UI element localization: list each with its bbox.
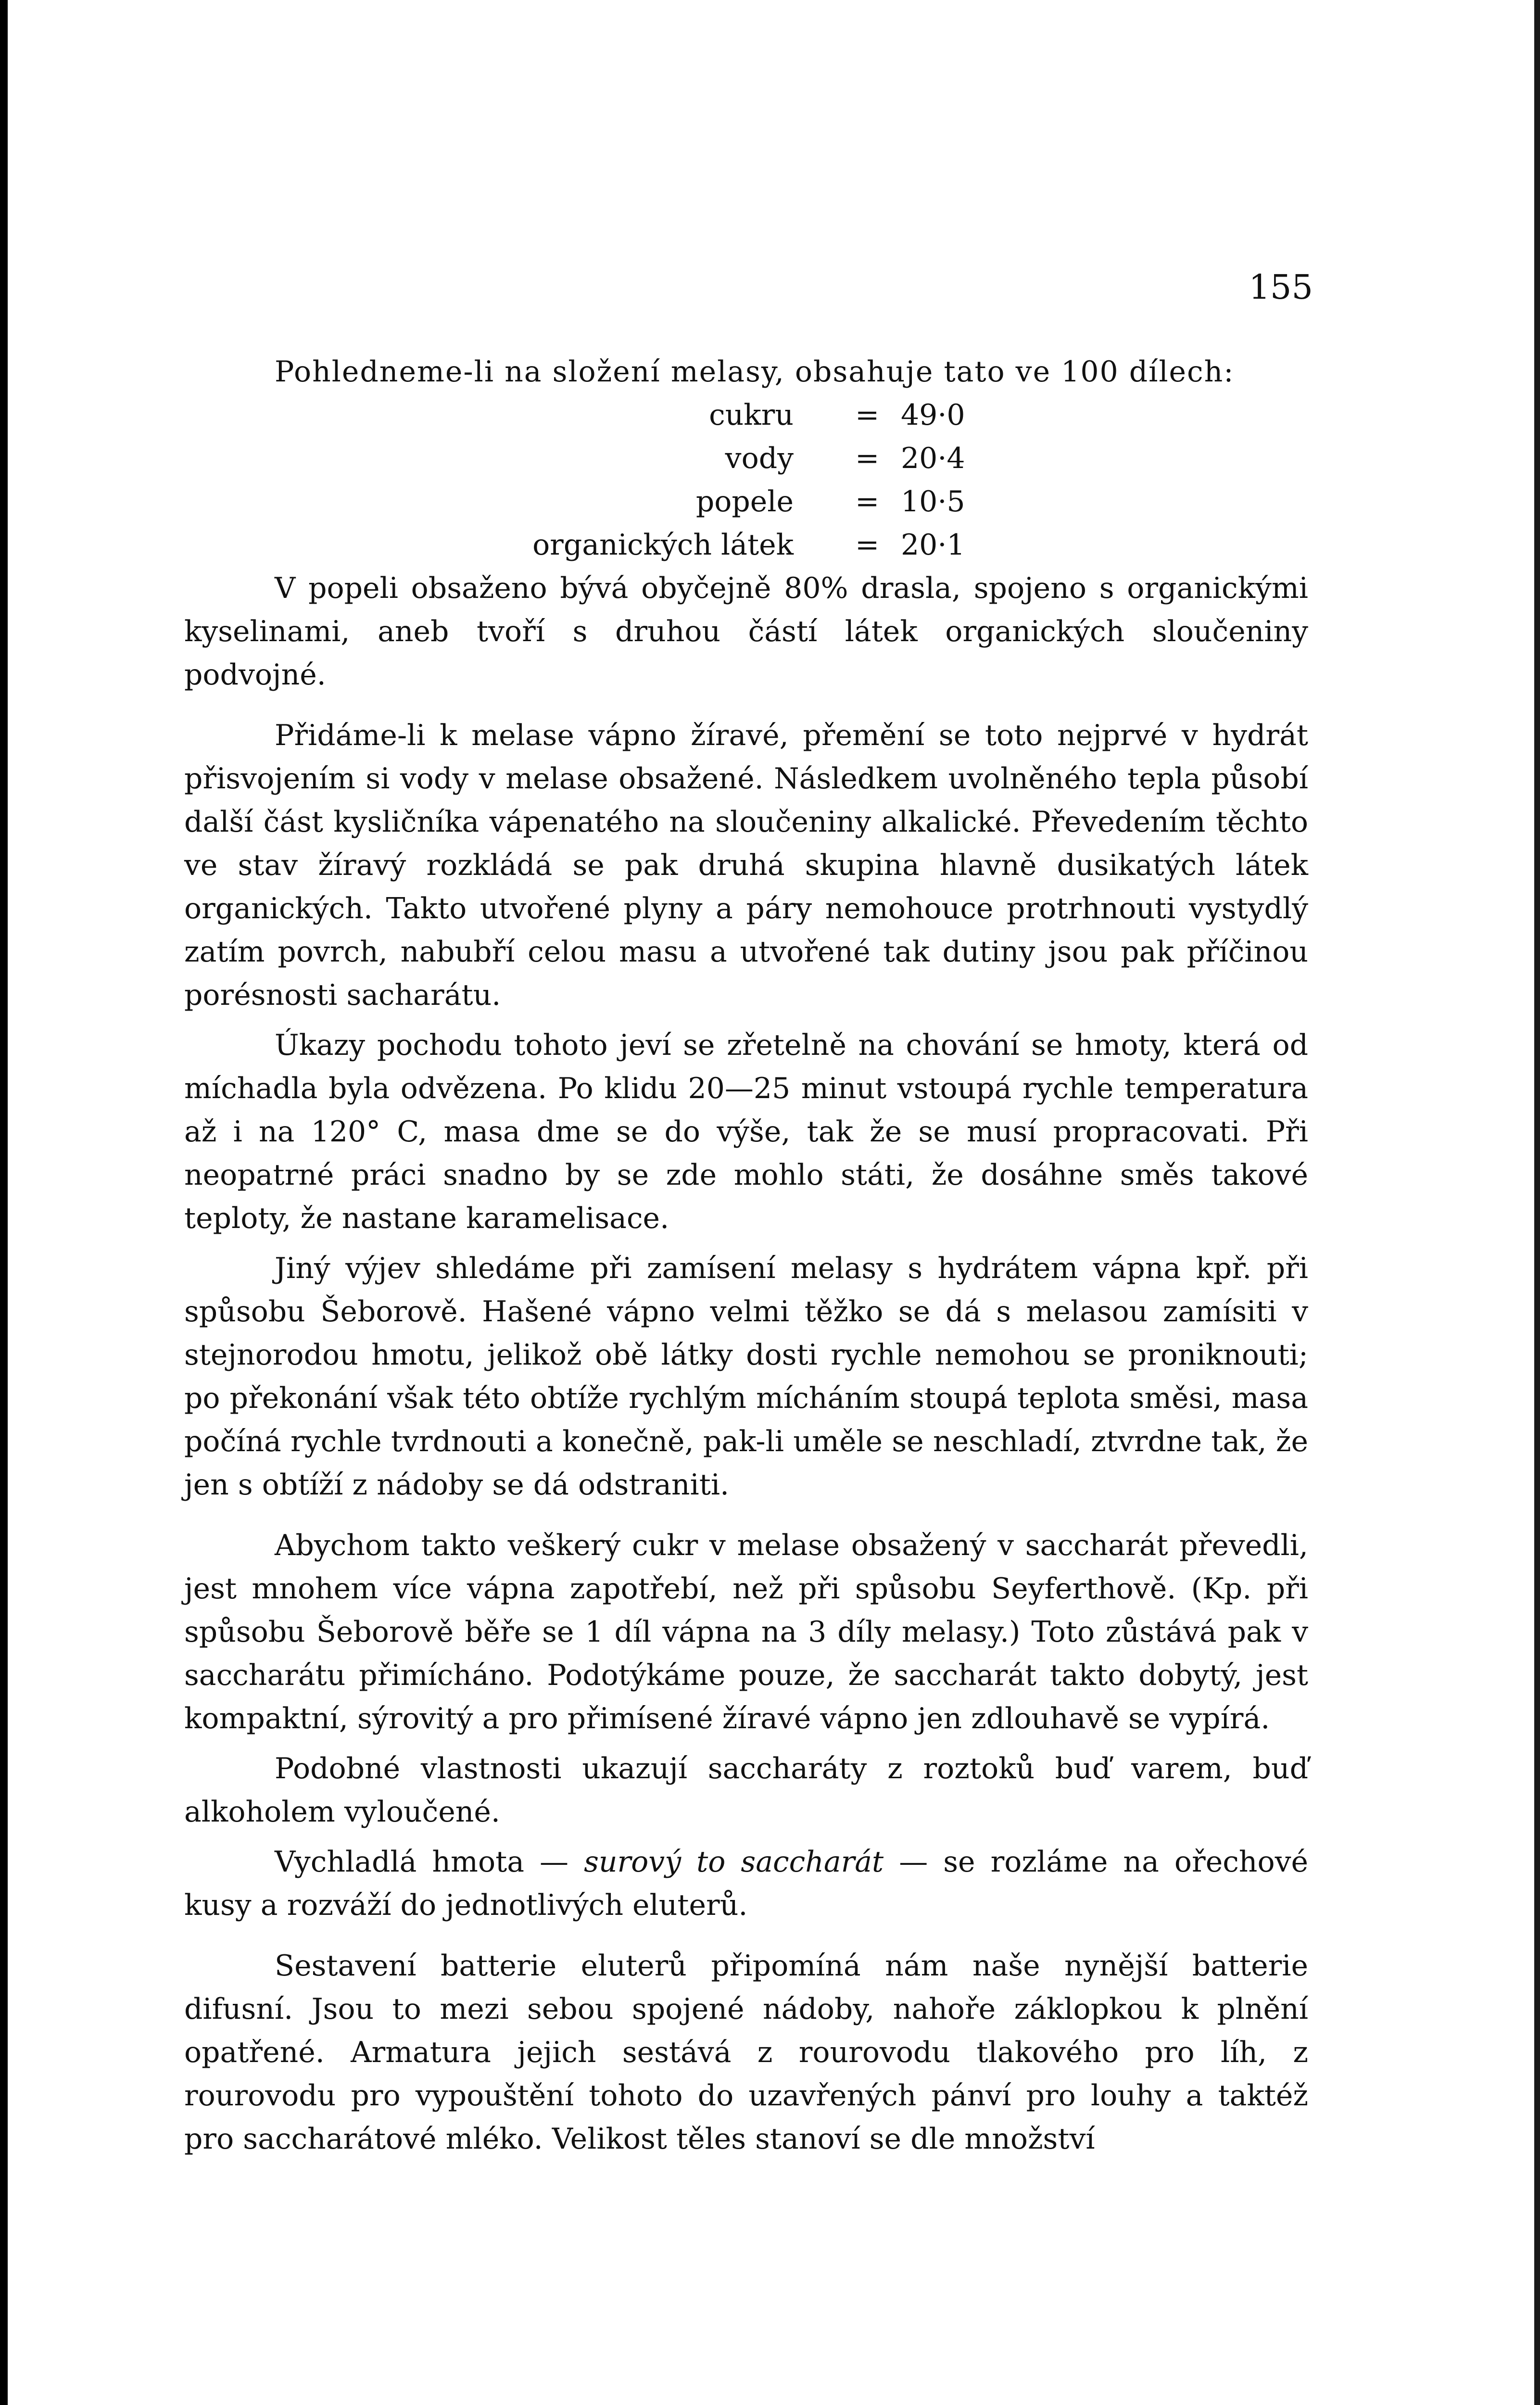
composition-row — [184, 523, 1308, 567]
composition-value: 20·1 — [901, 528, 965, 562]
composition-row — [184, 480, 1308, 523]
paragraph-lime-addition: Přidáme-li k melase vápno žíravé, přemění se toto nejprvé v hydrát přisvojením si vody v melase obsažené. Následkem uvolněného tepla působí další část kysličníka vápenatého na sloučeniny alkalické. Převedením těchto ve stav žíravý rozkládá se pak druhá skupina hlavně dusikatých látek organických. Takto utvořené plyny a páry nemohouce protrhnouti vystydlý zatím povrch, nabubří celou masu a utvořené tak dutiny jsou pak příčinou porésnosti sacharátu. — [184, 719, 1308, 1012]
composition-value: 10·5 — [901, 485, 965, 519]
composition-equals: = — [855, 442, 880, 475]
composition-equals: = — [855, 398, 880, 432]
composition-row — [184, 393, 1308, 437]
paragraph-cooled-mass — [184, 1840, 1308, 1927]
scan-right-border — [1534, 0, 1540, 2405]
composition-row — [184, 437, 1308, 480]
cooled-mass-text-start: Vychladlá hmota — — [275, 1845, 584, 1879]
composition-label: cukru — [709, 398, 794, 432]
text-column — [184, 350, 1308, 2161]
paragraph-lime-quantity: Abychom takto veškerý cukr v melase obsažený v saccharát převedli, jest mnohem více vápna zapotřebí, než při spůsobu Seyferthově. (Kp. při spůsobu Šeborově běře se 1 díl vápna na 3 díly melasy.) Toto zůstává pak v saccharátu přimícháno. Podotýkáme pouze, že saccharát takto dobytý, jest kompaktní, sýrovitý a pro přimísené žíravé vápno jen zdlouhavě se vypírá. — [184, 1529, 1308, 1735]
paragraph-seborov-method: Jiný výjev shledáme při zamísení melasy s hydrátem vápna kpř. při spůsobu Šeborově. Hašené vápno velmi těžko se dá s melasou zamísiti v stejnorodou hmotu, jelikož obě látky dosti rychle nemohou se proniknouti; po překonání však této obtíže rychlým mícháním stoupá teplota směsi, masa počíná rychle tvrdnouti a konečně, pak-li uměle se neschladí, ztvrdne tak, že jen s obtíží z nádoby se dá odstraniti. — [184, 1252, 1308, 1502]
composition-value: 49·0 — [901, 398, 965, 432]
composition-table — [184, 393, 1308, 567]
composition-equals: = — [855, 528, 880, 562]
paragraph-ash: V popeli obsaženo bývá obyčejně 80% drasla, spojeno s organickými kyselinami, aneb tvoří s druhou částí látek organických sloučeniny podvojné. — [184, 571, 1308, 692]
paragraph-similar-properties: Podobné vlastnosti ukazují saccharáty z roztoků buď varem, buď alkoholem vyloučené. — [184, 1752, 1308, 1829]
raw-saccharate-term: surový to saccharát — [584, 1845, 884, 1879]
scan-left-border — [0, 0, 8, 2405]
composition-label: popele — [695, 485, 794, 519]
page-number: 155 — [1249, 267, 1313, 307]
intro-paragraph: Pohledneme-li na složení melasy, obsahuje tato ve 100 dílech: — [275, 355, 1235, 389]
composition-equals: = — [855, 485, 880, 519]
paragraph-phenomena: Úkazy pochodu tohoto jeví se zřetelně na chování se hmoty, která od míchadla byla odvězena. Po klidu 20—25 minut vstoupá rychle temperatura až i na 120° C, masa dme se do výše, tak že se musí propracovati. Při neopatrné práci snadno by se zde mohlo státi, že dosáhne směs takové teploty, že nastane karamelisace. — [184, 1028, 1308, 1235]
composition-label: organických látek — [532, 528, 794, 562]
composition-value: 20·4 — [901, 442, 965, 475]
paragraph-eluter-battery: Sestavení batterie eluterů připomíná nám naše nynější batterie difusní. Jsou to mezi sebou spojené nádoby, nahoře záklopkou k plnění opatřené. Armatura jejich sestává z rourovodu tlakového pro líh, z rourovodu pro vypouštění tohoto do uzavřených pánví pro louhy a taktéž pro saccharátové mléko. Velikost těles stanoví se dle množství — [184, 1949, 1308, 2156]
cooled-mass-text-end: — se rozláme na ořechové kusy a rozváží do jednotlivých eluterů. — [184, 1845, 1308, 1922]
composition-label: vody — [725, 442, 794, 475]
